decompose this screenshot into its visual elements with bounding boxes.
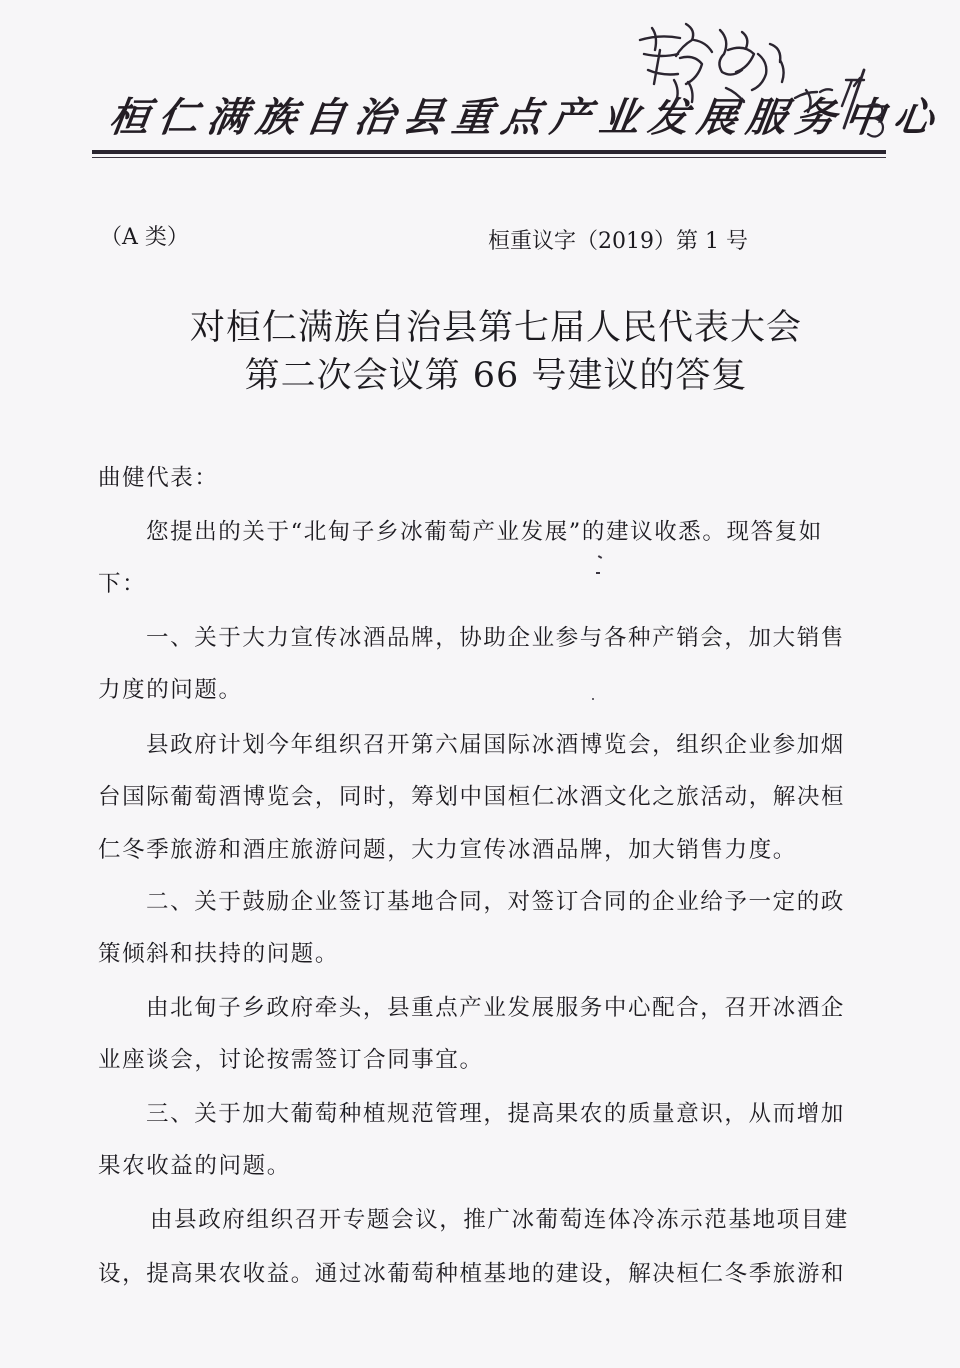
body-line: 二、关于鼓励企业签订基地合同，对签订合同的企业给予一定的政 [146, 889, 845, 915]
body-line: 设，提高果农收益。通过冰葡萄种植基地的建设，解决桓仁冬季旅游和 [98, 1261, 846, 1287]
body-line: 业座谈会，讨论按需签订合同事宜。 [98, 1047, 484, 1073]
document-title-line-1: 对桓仁满族自治县第七届人民代表大会 [189, 308, 802, 348]
document-category: （A 类） [100, 225, 189, 250]
letterhead-org-name: 桓仁满族自治县重点产业发展服务中心 [106, 95, 946, 141]
body-line: 由县政府组织召开专题会议，推广冰葡萄连体冷冻示范基地项目建 [150, 1207, 849, 1233]
body-line: 三、关于加大葡萄种植规范管理，提高果农的质量意识，从而增加 [146, 1101, 845, 1127]
scan-speck [598, 555, 602, 559]
body-line: 您提出的关于“北甸子乡冰葡萄产业发展”的建议收悉。现答复如 [146, 519, 823, 545]
body-line: 力度的问题。 [98, 677, 243, 703]
body-line: 仁冬季旅游和酒庄旅游问题，大力宣传冰酒品牌，加大销售力度。 [98, 837, 797, 863]
document-title-line-2: 第二次会议第 66 号建议的答复 [244, 356, 748, 396]
salutation: 曲健代表： [98, 465, 219, 491]
scan-speck [592, 698, 594, 700]
body-line: 一、关于大力宣传冰酒品牌，协助企业参与各种产销会，加大销售 [146, 625, 845, 651]
body-line: 台国际葡萄酒博览会，同时，筹划中国桓仁冰酒文化之旅活动，解决桓 [98, 784, 846, 810]
body-line: 策倾斜和扶持的问题。 [98, 941, 340, 967]
body-line: 下： [98, 571, 147, 597]
body-line: 果农收益的问题。 [98, 1153, 291, 1179]
signature-scribble-icon [630, 10, 900, 160]
body-line: 县政府计划今年组织召开第六届国际冰酒博览会，组织企业参加烟 [146, 732, 845, 758]
handwritten-signature [630, 10, 900, 160]
document-number: 桓重议字（2019）第 1 号 [488, 229, 748, 254]
scan-speck [596, 572, 600, 574]
body-line: 由北甸子乡政府牵头，县重点产业发展服务中心配合，召开冰酒企 [146, 995, 845, 1021]
